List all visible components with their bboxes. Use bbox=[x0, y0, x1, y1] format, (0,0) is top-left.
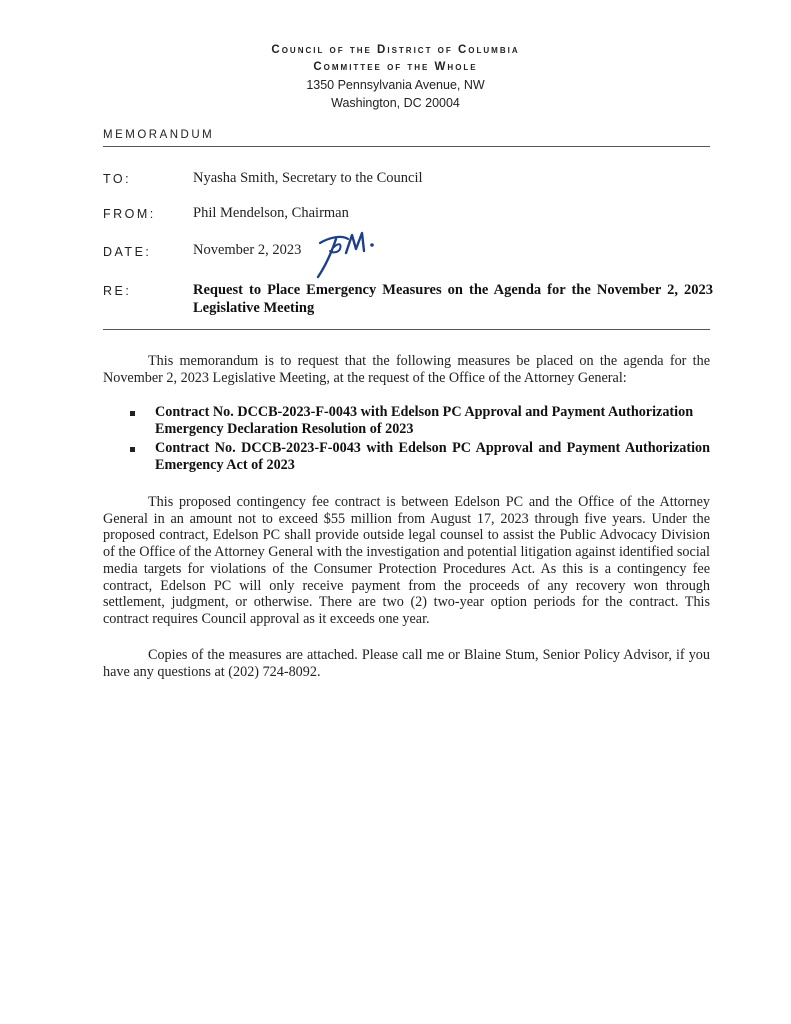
contract-paragraph bbox=[103, 494, 710, 628]
letterhead-council-name: Council of the District of Columbia bbox=[271, 44, 520, 56]
to-value: Nyasha Smith, Secretary to the Council bbox=[193, 170, 423, 186]
measure-title: Contract No. DCCB-2023-F-0043 with Edelson PC Approval and Payment Authorization Emergency Act of 2023 bbox=[155, 440, 710, 473]
date-label: DATE: bbox=[103, 245, 152, 259]
measures-list bbox=[128, 404, 710, 474]
letterhead-committee-name: Committee of the Whole bbox=[313, 61, 478, 73]
re-label: RE: bbox=[103, 284, 132, 298]
header-divider bbox=[103, 146, 710, 147]
to-label: TO: bbox=[103, 172, 132, 186]
letterhead-city-address: Washington, DC 20004 bbox=[331, 96, 460, 110]
bullet-marker bbox=[130, 411, 135, 416]
bullet-marker bbox=[130, 447, 135, 452]
date-value: November 2, 2023 bbox=[193, 242, 302, 258]
intro-paragraph bbox=[103, 353, 710, 386]
measure-title: Contract No. DCCB-2023-F-0043 with Edelson PC Approval and Payment Authorization Emergency Declaration Resolution of 2023 bbox=[155, 404, 694, 437]
contact-paragraph bbox=[103, 647, 710, 680]
contact-text: Copies of the measures are attached. Please call me or Blaine Stum, Senior Policy Advisor, if you have any questions at (202) 724-8092. bbox=[103, 647, 710, 680]
from-label: FROM: bbox=[103, 207, 156, 221]
re-subject: Request to Place Emergency Measures on the Agenda for the November 2, 2023 Legislative Meeting bbox=[193, 282, 713, 316]
measure-item bbox=[128, 440, 710, 474]
contract-text: This proposed contingency fee contract is between Edelson PC and the Office of the Attorney General in an amount not to exceed $55 million from August 17, 2023 through five years. Under the proposed contract, Edelson PC shall provide outside legal counsel to assist the Public Advocacy Division of the Office of the Attorney General with the investigation and potential litigation against identified social media targets for violations of the Consumer Protection Procedures Act. As this is a contingency fee contract, Edelson PC will only receive payment from the proceeds of any recovery won through settlement, judgment, or otherwise. There are two (2) two-year option periods for the contract. This contract requires Council approval as it exceeds one year. bbox=[103, 494, 710, 627]
measure-item bbox=[128, 404, 710, 438]
from-value: Phil Mendelson, Chairman bbox=[193, 205, 349, 221]
chairman-signature bbox=[312, 229, 382, 281]
letterhead-street-address: 1350 Pennsylvania Avenue, NW bbox=[306, 78, 485, 92]
subject-divider bbox=[103, 329, 710, 330]
intro-text: This memorandum is to request that the following measures be placed on the agenda for the November 2, 2023 Legislative Meeting, at the request of the Office of the Attorney General: bbox=[103, 353, 710, 386]
memorandum-heading: MEMORANDUM bbox=[103, 129, 215, 141]
